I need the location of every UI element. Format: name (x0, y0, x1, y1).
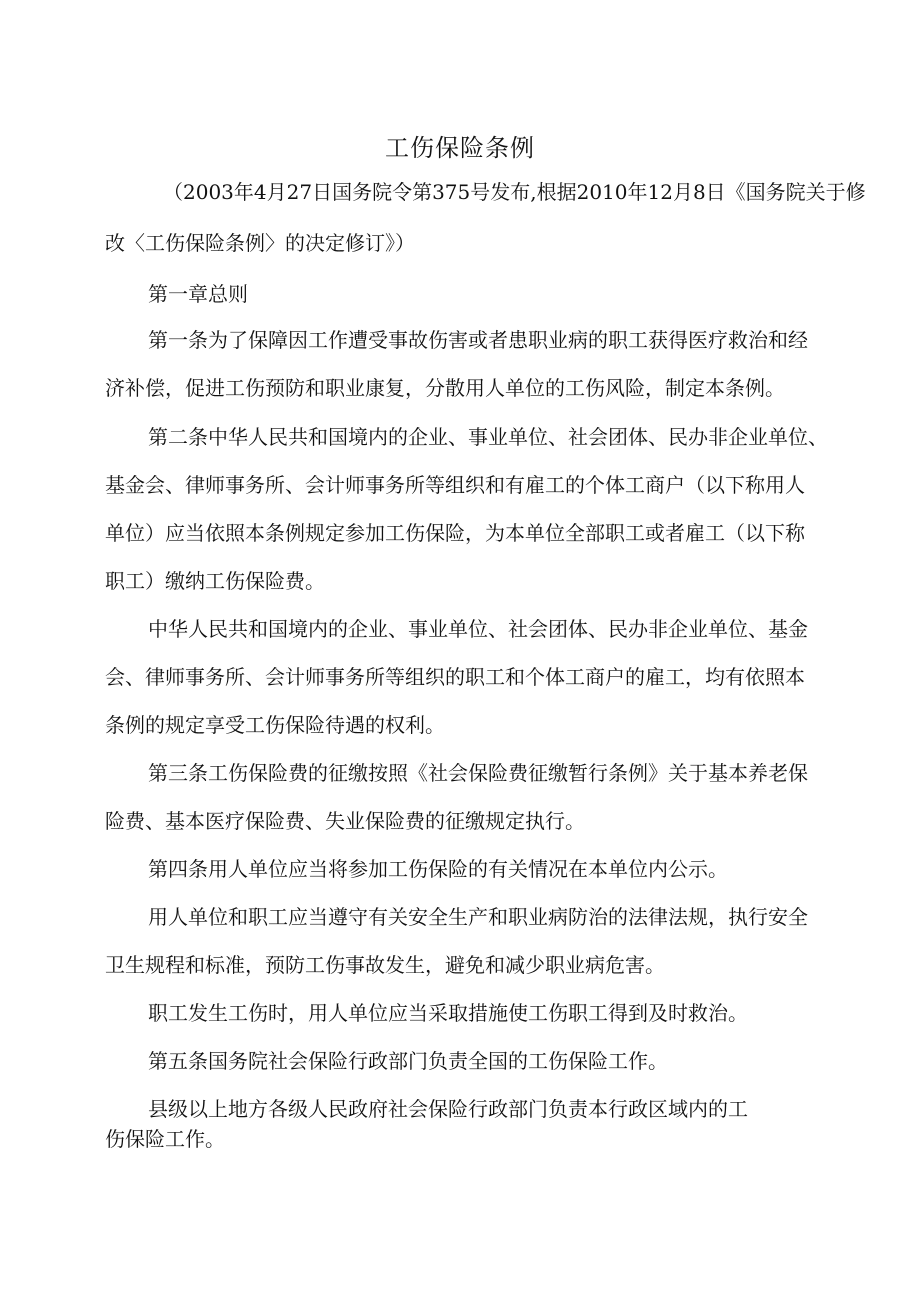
article-2-line: 基金会、律师事务所、会计师事务所等组织和有雇工的个体工商户（以下称用人 (105, 473, 805, 497)
article-2-line: 第二条中华人民共和国境内的企业、事业单位、社会团体、民办非企业单位、 (148, 425, 828, 449)
paragraph-line: 卫生规程和标准，预防工伤事故发生，避免和减少职业病危害。 (105, 953, 665, 977)
note-line: （2003年4月27日国务院令第375号发布,根据2010年12月8日《国务院关于修 (163, 180, 866, 204)
article-2-line: 职工）缴纳工伤保险费。 (105, 569, 325, 593)
paragraph-line: 会、律师事务所、会计师事务所等组织的职工和个体工商户的雇工，均有依照本 (105, 665, 805, 689)
document-title: 工伤保险条例 (385, 134, 535, 162)
paragraph-line: 用人单位和职工应当遵守有关安全生产和职业病防治的法律法规，执行安全 (148, 905, 808, 929)
note-line: 改〈工伤保险条例〉的决定修订》） (105, 231, 415, 255)
article-1-line: 济补偿，促进工伤预防和职业康复，分散用人单位的工伤风险，制定本条例。 (105, 376, 785, 400)
article-5-line: 第五条国务院社会保险行政部门负责全国的工伤保险工作。 (148, 1049, 668, 1073)
paragraph-line: 中华人民共和国境内的企业、事业单位、社会团体、民办非企业单位、基金 (148, 617, 808, 641)
article-3-line: 险费、基本医疗保险费、失业保险费的征缴规定执行。 (105, 809, 585, 833)
paragraph-line: 职工发生工伤时，用人单位应当采取措施使工伤职工得到及时救治。 (148, 1001, 748, 1025)
paragraph-line: 县级以上地方各级人民政府社会保险行政部门负责本行政区域内的工 (148, 1097, 748, 1121)
paragraph-line: 伤保险工作。 (105, 1127, 225, 1151)
article-2-line: 单位）应当依照本条例规定参加工伤保险，为本单位全部职工或者雇工（以下称 (105, 521, 805, 545)
article-4-line: 第四条用人单位应当将参加工伤保险的有关情况在本单位内公示。 (148, 857, 728, 881)
chapter-heading: 第一章总则 (148, 282, 248, 306)
article-3-line: 第三条工伤保险费的征缴按照《社会保险费征缴暂行条例》关于基本养老保 (148, 761, 808, 785)
paragraph-line: 条例的规定享受工伤保险待遇的权利。 (105, 713, 445, 737)
article-1-line: 第一条为了保障因工作遭受事故伤害或者患职业病的职工获得医疗救治和经 (148, 328, 808, 352)
